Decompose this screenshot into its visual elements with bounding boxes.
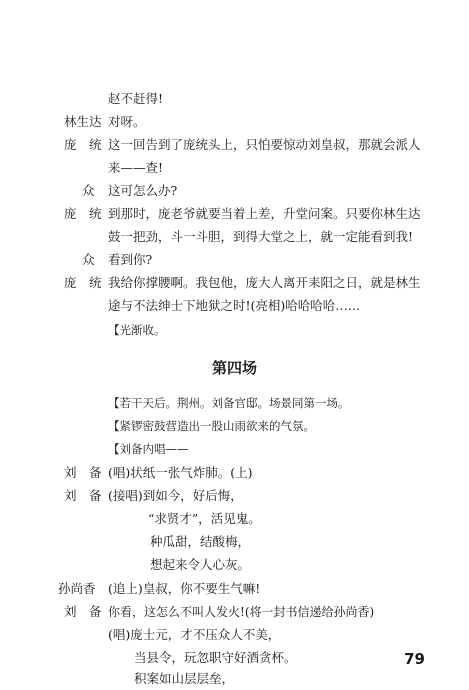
verse-line: 当县令，玩忽职守好酒贪杯。 (134, 650, 297, 665)
dialogue-line: 这一回告到了庞统头上，只怕要惊动刘皇叔，那就会派人 (108, 137, 421, 152)
verse-line: (唱)庞士元，才不压众人不美， (108, 627, 281, 642)
verse-line: “求贤才”，活见鬼。 (148, 511, 261, 526)
speaker-name: 庞 统 (64, 137, 102, 152)
dialogue-line: 你看，这怎么不叫人发火!(将一封书信递给孙尚香) (108, 605, 375, 619)
dialogue-line: 看到你? (108, 252, 153, 267)
speaker-name: 刘 备 (64, 488, 102, 503)
page-number: 79 (404, 650, 425, 668)
dialogue-line: (接唱)到如今，好后悔， (108, 488, 243, 503)
stage-direction: 【刘备内唱—— (108, 442, 189, 456)
speaker-name: 刘 备 (64, 604, 102, 619)
dialogue-line: 对呀。 (108, 114, 146, 129)
dialogue-line: 途与不法绅士下地狱之时!(亮相)哈哈哈哈…… (108, 298, 361, 313)
verse-line: 积案如山层层垒， (134, 671, 235, 686)
speaker-name: 孙尚香 (58, 581, 96, 596)
speaker-name: 庞 统 (64, 275, 102, 290)
stage-direction: 【若干天后。荆州。刘备官邸。场景同第一场。 (108, 396, 350, 410)
dialogue-line: 鼓一把劲，斗一斗胆，到得大堂之上，就一定能看到我! (108, 229, 414, 244)
speaker-name: 刘 备 (64, 465, 102, 480)
scene-title: 第四场 (211, 359, 257, 377)
verse-line: 想起来令人心灰。 (150, 557, 251, 572)
speaker-name: 庞 统 (64, 206, 102, 221)
dialogue-line: 我给你撑腰啊。我包他，庞大人离开耒阳之日，就是林生 (108, 275, 421, 290)
dialogue-line: (唱)状纸一张气炸肺。(上) (108, 465, 253, 480)
speaker-name: 众 (82, 252, 95, 267)
dialogue-line: 来——查! (108, 160, 164, 175)
dialogue-line: 到那时，庞老爷就要当着上差，升堂问案。只要你林生达 (108, 206, 421, 221)
verse-line: 种瓜甜，结酸梅， (150, 534, 251, 549)
dialogue-line: 赵不赶得! (108, 91, 164, 106)
speaker-name: 众 (82, 183, 95, 198)
stage-direction: 【紧锣密鼓营造出一股山雨欲来的气氛。 (108, 419, 315, 433)
stage-direction: 【光渐收。 (108, 323, 166, 337)
dialogue-line: 这可怎么办? (108, 183, 178, 198)
speaker-name: 林生达 (64, 114, 102, 129)
dialogue-line: (追上)皇叔，你不要生气嘛! (108, 581, 261, 596)
